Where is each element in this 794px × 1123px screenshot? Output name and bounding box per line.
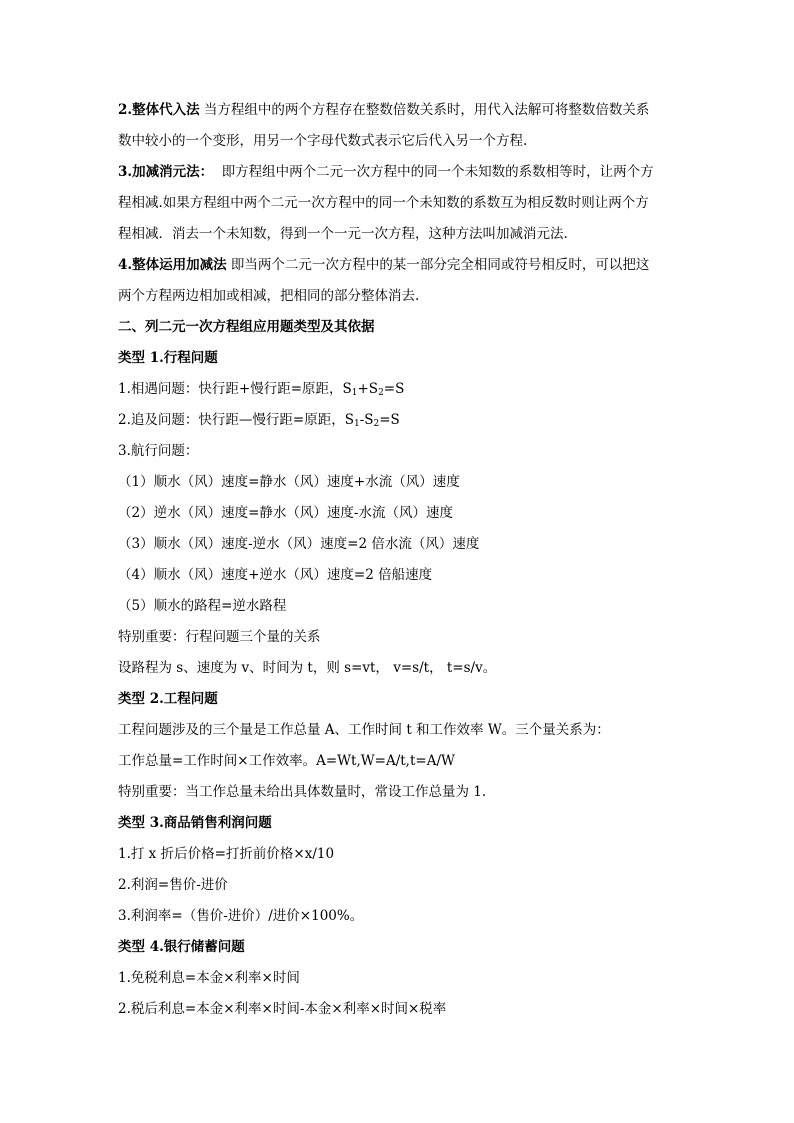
chase-text: 2.追及问题：快行距—慢行距=原距，S (118, 412, 354, 428)
chase-mid: -S (359, 412, 374, 428)
method-3-line-1 (118, 162, 688, 193)
method-4-line-2: 两个方程两边相加或相减，把相同的部分整体消去. (118, 288, 420, 304)
method-2-label: 2.整体代入法 (118, 102, 200, 118)
sailing-item-5: （5）顺水的路程=逆水路程 (118, 598, 287, 614)
meeting-text: 1.相遇问题：快行距+慢行距=原距，S (118, 381, 352, 397)
method-3-line-2: 程相减.如果方程组中两个二元一次方程中的同一个未知数的系数互为相反数时则让两个方 (118, 195, 649, 211)
travel-meeting-formula (118, 379, 688, 410)
method-3-line-3: 程相减．消去一个未知数，得到一个一元一次方程，这种方法叫加减消元法. (118, 226, 568, 242)
profit-formula: 2.利润=售价-进价 (118, 877, 228, 893)
method-2-text-1: 当方程组中的两个方程存在整数倍数关系时，用代入法解可将整数倍数关系 (203, 102, 650, 118)
chase-sub-1: 1 (353, 419, 360, 429)
sailing-item-3: （3）顺水（风）速度-逆水（风）速度=2 倍水流（风）速度 (118, 536, 480, 552)
after-tax-interest-formula: 2.税后利息=本金×利率×时间-本金×利率×时间×税率 (118, 1001, 447, 1017)
sailing-item-1: （1）顺水（风）速度=静水（风）速度+水流（风）速度 (118, 474, 460, 490)
sailing-item-2: （2）逆水（风）速度=静水（风）速度-水流（风）速度 (118, 505, 453, 521)
discount-formula: 1.打 x 折后价格=打折前价格×x/10 (118, 846, 335, 862)
meeting-end: =S (383, 381, 405, 397)
type-1-heading: 类型 1.行程问题 (118, 350, 218, 366)
work-quantities: 工程问题涉及的三个量是工作总量 A、工作时间 t 和工作效率 W。三个量关系为： (118, 722, 610, 738)
work-formula: 工作总量=工作时间×工作效率。A=Wt,W=A/t,t=A/W (118, 753, 455, 769)
type-2-heading: 类型 2.工程问题 (118, 691, 218, 707)
travel-relation-formula: 设路程为 s、速度为 v、时间为 t，则 s=vt， v=s/t， t=s/v。 (118, 660, 497, 676)
travel-sailing-title: 3.航行问题： (118, 443, 199, 459)
profit-rate-formula: 3.利润率=（售价-进价）/进价×100%。 (118, 908, 364, 924)
type-3-heading: 类型 3.商品销售利润问题 (118, 815, 272, 831)
document-body (118, 100, 688, 1030)
method-4-label: 4.整体运用加减法 (118, 257, 227, 273)
method-3-text-1: 即方程组中两个二元一次方程中的同一个未知数的系数相等时，让两个方 (221, 164, 654, 180)
method-2-line-1 (118, 100, 688, 131)
method-4-line-1 (118, 255, 688, 286)
meeting-sub-2: 2 (378, 388, 384, 398)
chase-sub-2: 2 (373, 419, 380, 429)
type-4-heading: 类型 4.银行储蓄问题 (118, 939, 245, 955)
travel-note: 特别重要：行程问题三个量的关系 (118, 629, 321, 645)
method-3-label: 3.加减消元法： (118, 164, 214, 180)
method-2-line-2: 数中较小的一个变形，用另一个字母代数式表示它后代入另一个方程. (118, 133, 528, 149)
meeting-mid: +S (357, 381, 379, 397)
work-note: 特别重要：当工作总量未给出具体数量时，常设工作总量为 1. (118, 784, 487, 800)
tax-free-interest-formula: 1.免税利息=本金×利率×时间 (118, 970, 300, 986)
sailing-item-4: （4）顺水（风）速度+逆水（风）速度=2 倍船速度 (118, 567, 433, 583)
chase-end: =S (379, 412, 400, 428)
travel-chase-formula (118, 410, 688, 441)
section-heading-2: 二、列二元一次方程组应用题类型及其依据 (118, 319, 375, 335)
meeting-sub-1: 1 (351, 388, 358, 398)
method-4-text-1: 即当两个二元一次方程中的某一部分完全相同或符号相反时，可以把这 (230, 257, 650, 273)
